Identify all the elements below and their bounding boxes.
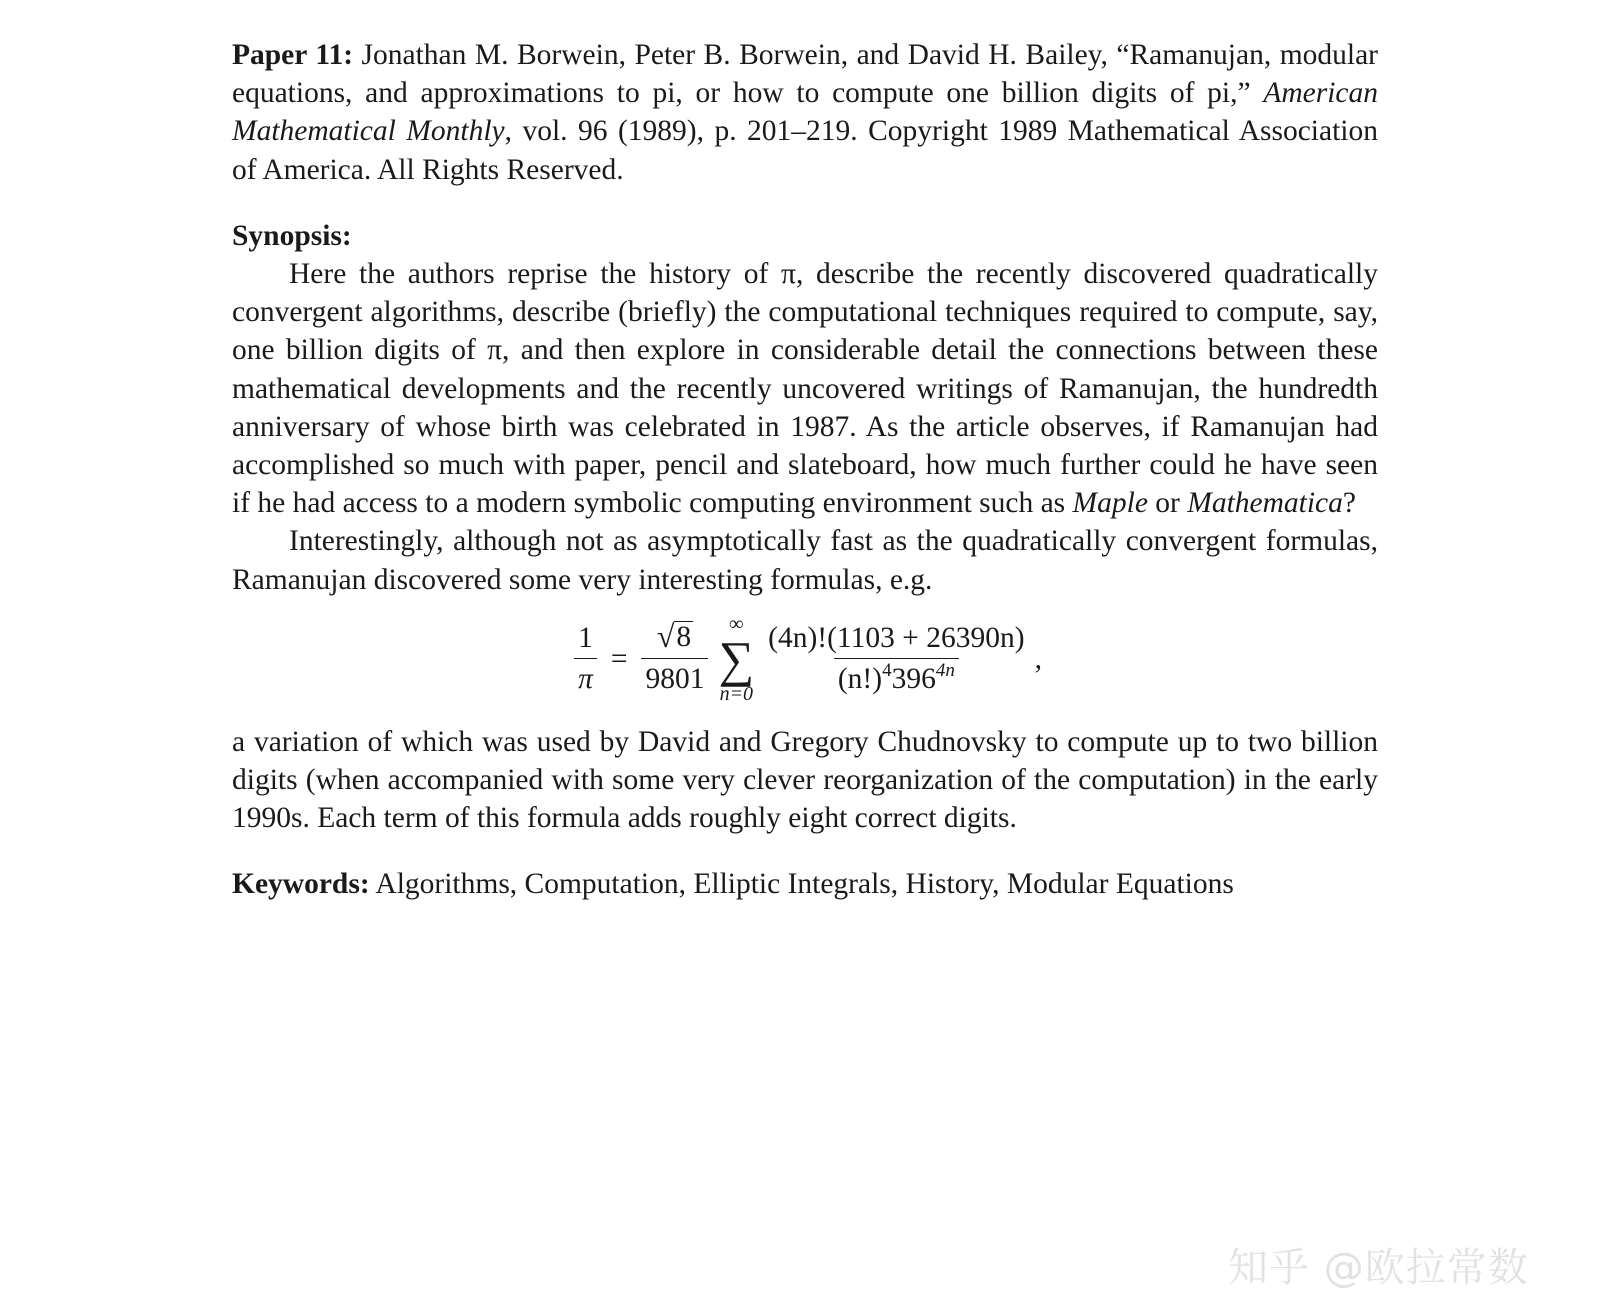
keywords-line [232,865,1378,903]
citation-text: Jonathan M. Borwein, Peter B. Borwein, and David H. Bailey, “Ramanujan, modular equations, and approximations to pi, or how to compute one billion digits of pi,” [232,39,1379,110]
summation [718,614,754,704]
sum-lower-limit: n=0 [719,682,754,705]
synopsis-p1-text: Here the authors reprise the history of π, describe the recently discovered quadratically convergent algorithms, describe (briefly) the computational techniques required to compute, say, one billion digits of π, and then explore in considerable detail the connections between these mathematical developments and the recently uncovered writings of Ramanujan, the hundredth anniversary of whose birth was celebrated in 1987. As the article observes, if Ramanujan had accomplished so much with paper, pencil and slateboard, how much further could he have seen if he had access to a modern symbolic computing environment such as [232,258,1378,520]
coefficient-denominator: 9801 [641,658,708,697]
synopsis-paragraph-2: Interestingly, although not as asymptotically fast as the quadratically convergent formulas, Ramanujan discovered some very interesting formulas, e.g. [232,525,1378,596]
paper-label: Paper 11: [232,39,354,71]
lhs-fraction [574,620,597,697]
keywords-text: Algorithms, Computation, Elliptic Integrals, History, Modular Equations [375,868,1234,901]
term-fraction [764,620,1028,697]
zhihu-watermark: 知乎 @欧拉常数 [1228,1245,1529,1291]
sum-upper-limit: ∞ [729,612,744,635]
synopsis-p1-end: ? [1342,487,1356,520]
mathematica-name: Mathematica [1187,487,1343,520]
square-root: √ 8 [656,618,692,655]
synopsis-paragraph-3: a variation of which was used by David and Gregory Chudnovsky to compute up to two billion digits (when accompanied with some very clever reorganization of the computation) in the early 1990s. Each term of this formula adds roughly eight correct digits. [232,725,1378,835]
sigma-symbol: ∑ [718,630,755,687]
journal-name: American Mathematical Monthly [232,77,1378,148]
term-denominator: $(n!)^4396^{4n}$ [834,658,959,697]
equation-comma: , [1034,642,1042,675]
lhs-numerator: 1 [578,622,593,655]
synopsis-paragraph-1 [232,255,1378,522]
citation-details: , vol. 96 (1989), p. 201–219. Copyright 1989 Mathematical Association of America. All Rights Reserved. [232,115,1378,186]
synopsis-heading: Synopsis: [232,219,352,252]
term-numerator: (4n)!(1103 + 26390n) [768,622,1025,655]
synopsis-p1-or: or [1155,487,1180,520]
paper-page [232,36,1378,904]
paper-citation [232,36,1378,189]
coefficient-fraction [641,620,708,697]
keywords-heading: Keywords: [232,868,370,901]
equals-sign: = [610,642,628,675]
lhs-denominator: π [574,658,597,697]
coefficient-numerator [653,620,697,658]
maple-name: Maple [1072,487,1148,520]
ramanujan-formula [232,603,1378,715]
